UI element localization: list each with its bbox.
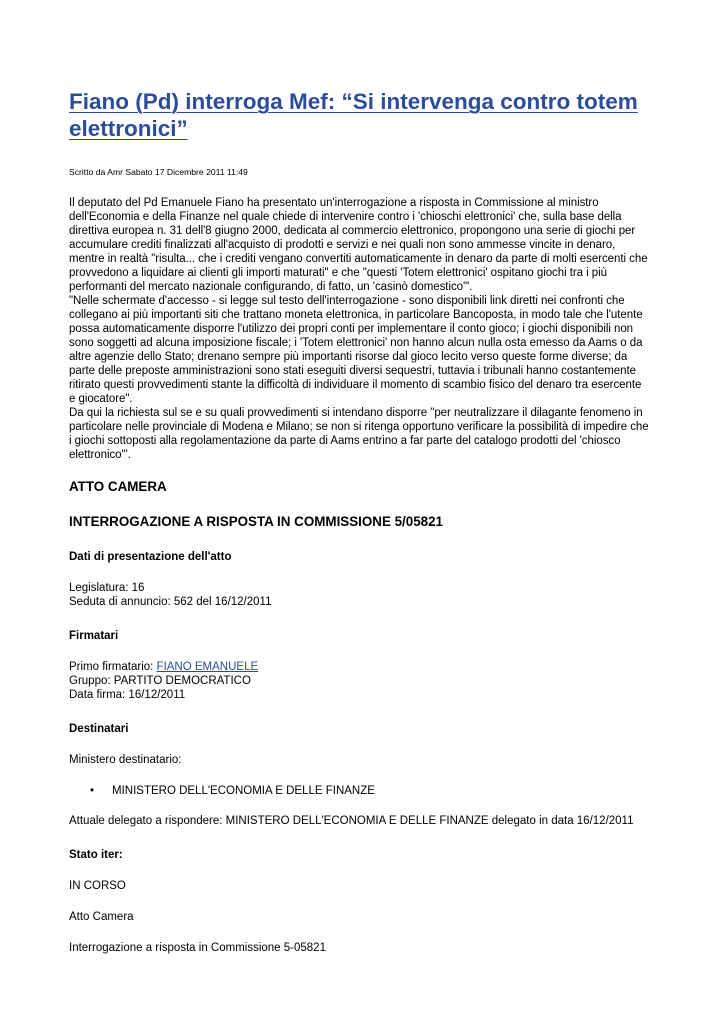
document-page (69, 88, 669, 955)
atto-heading: ATTO CAMERA (69, 479, 167, 494)
interrogazione-code-line: Interrogazione a risposta in Commissione 5-05821 (69, 942, 326, 954)
article-body (69, 196, 649, 462)
primo-firmatario-link[interactable]: FIANO EMANUELE (156, 661, 259, 673)
gruppo-line: Gruppo: PARTITO DEMOCRATICO (69, 675, 251, 687)
article-byline: Scritto da Amr Sabato 17 Dicembre 2011 11:49 (69, 167, 248, 177)
data-firma-line: Data firma: 16/12/2011 (69, 689, 186, 701)
article-title[interactable]: Fiano (Pd) interroga Mef: “Si intervenga contro totem elettronici” (69, 89, 638, 141)
legislatura-line: Legislatura: 16 (69, 582, 145, 594)
firmatari-heading: Firmatari (69, 630, 119, 642)
interrogazione-heading: INTERROGAZIONE A RISPOSTA IN COMMISSIONE 5/05821 (69, 514, 444, 529)
primo-firmatario-label: Primo firmatario: (69, 661, 157, 673)
stato-iter-heading: Stato iter: (69, 849, 123, 861)
atto-camera-line: Atto Camera (69, 911, 134, 923)
seduta-line: Seduta di annuncio: 562 del 16/12/2011 (69, 596, 272, 608)
article-paragraph: Il deputato del Pd Emanuele Fiano ha presentato un'interrogazione a risposta in Commissione al ministro dell'Economia e della Finanze nel quale chiede di intervenire contro i 'chioschi elettronici' che, sulla base della direttiva europea n. 31 dell'8 giugno 2000, dedicata al commercio elettronico, propongono una serie di giochi per accumulare crediti finalizzati all'acquisto di prodotti e servizi e nei quali non sono ammesse vincite in denaro, mentre in realtà "risulta... che i crediti vengano convertiti automaticamente in denaro da parte di molti esercenti che provvedono a liquidare ai clienti gli importi maturati" e che "questi 'Totem elettronici' ospitano giochi tra i più performanti del mercato nazionale configurando, di fatto, un 'casinò domestico'". (69, 197, 648, 293)
article-paragraph: "Nelle schermate d'accesso - si legge sul testo dell'interrogazione - sono disponibili link diretti nei confronti che collegano ai più importanti siti che trattano moneta elettronica, in particolare Bancoposta, in modo tale che l'utente possa automaticamente disporre l'utilizzo dei propri conti per implementare il conto gioco; i giochi disponibili non sono soggetti ad alcuna imposizione fiscale; i 'Totem elettronici' non hanno alcun nulla osta emesso da Aams o da altre agenzie dello Stato; drenano sempre più importanti risorse dal gioco lecito verso queste forme diverse; da parte delle preposte amministrazioni sono stati eseguiti diversi sequestri, tuttavia i tribunali hanno costantemente ritirato questi provvedimenti stante la difficoltà di individuare il momento di scambio fisico del denaro tra esercente e giocatore". (69, 295, 643, 405)
destinatari-list (69, 784, 669, 798)
delegato-line: Attuale delegato a rispondere: MINISTERO DELL'ECONOMIA E DELLE FINANZE delegato in data 16/12/2011 (69, 815, 634, 827)
stato-iter-value: IN CORSO (69, 880, 126, 892)
presentazione-details (69, 581, 669, 609)
ministero-destinatario-label: Ministero destinatario: (69, 754, 182, 766)
primo-firmatario-line (69, 660, 669, 674)
destinatari-heading: Destinatari (69, 723, 129, 735)
firmatari-details (69, 660, 669, 702)
presentazione-heading: Dati di presentazione dell'atto (69, 551, 232, 563)
list-item: • MINISTERO DELL'ECONOMIA E DELLE FINANZE (112, 784, 669, 798)
article-paragraph: Da qui la richiesta sul se e su quali provvedimenti si intendano disporre "per neutralizzare il dilagante fenomeno in particolare nelle provinciale di Modena e Milano; se non si ritenga opportuno verificare la possibilità di impedire che i giochi sottoposti alla regolamentazione da parte di Aams entrino a far parte del catalogo prodotti del 'chiosco elettronico'". (69, 407, 649, 461)
